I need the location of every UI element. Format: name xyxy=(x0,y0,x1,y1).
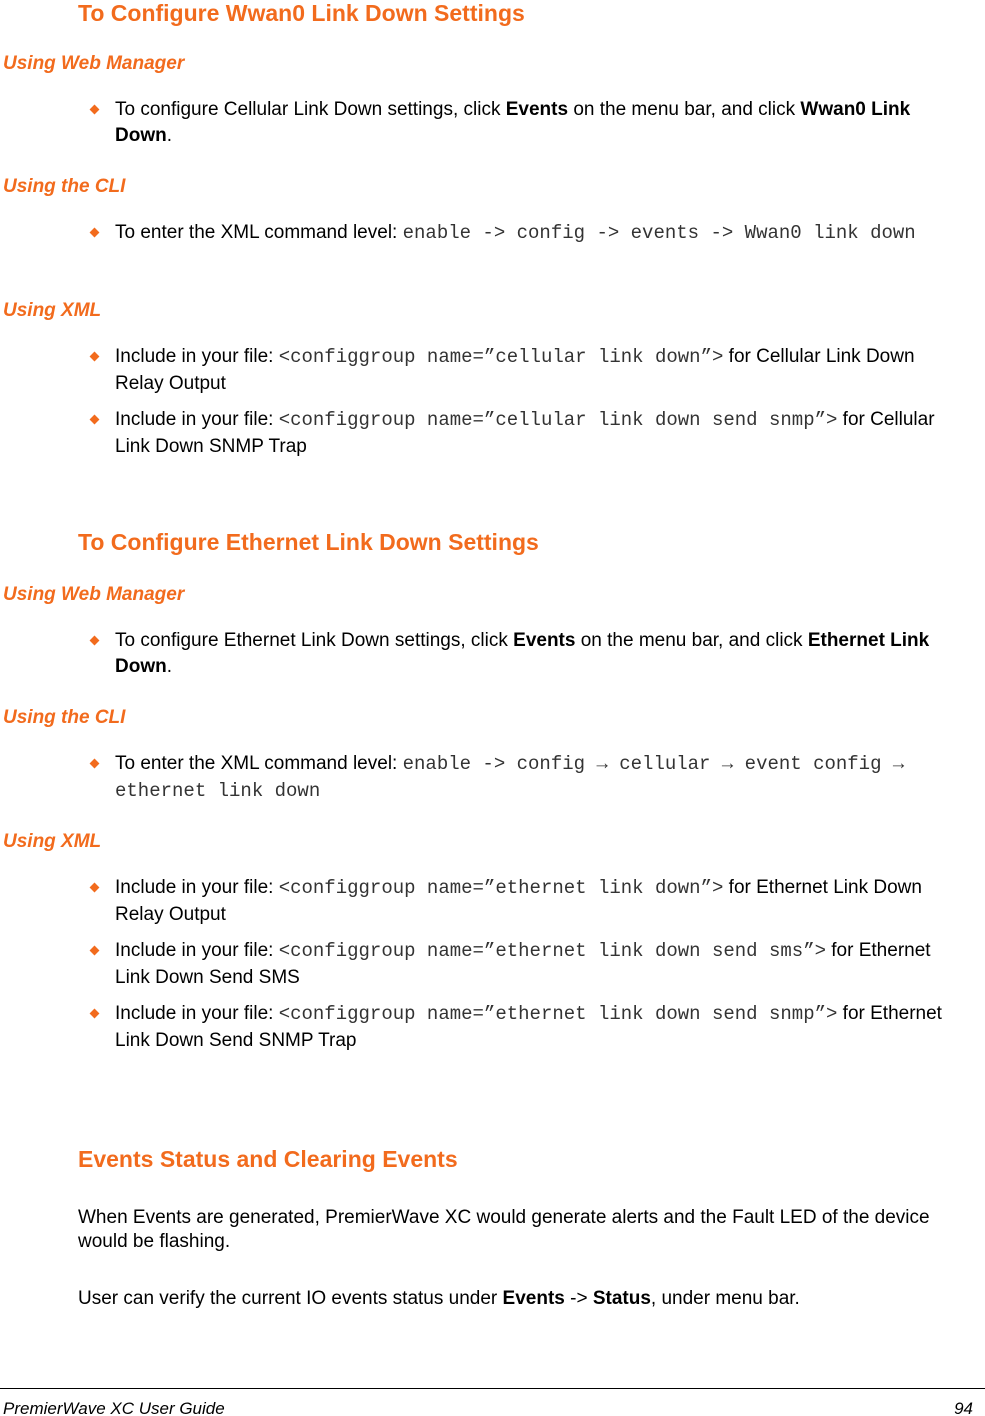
footer-divider xyxy=(0,1388,985,1389)
bullet-diamond-icon xyxy=(90,883,100,893)
list-item: Include in your file: <configgroup name=”cellular link down send snmp”> for Cellular Link Down SNMP Trap xyxy=(115,407,965,459)
list-item: To enter the XML command level: enable -> config → cellular → event config → ethernet link down xyxy=(115,751,965,804)
list-item: Include in your file: <configgroup name=”ethernet link down”> for Ethernet Link Down Relay Output xyxy=(115,875,965,927)
list-item: To configure Cellular Link Down settings, click Events on the menu bar, and click Wwan0 Link Down. xyxy=(115,97,965,148)
bullet-diamond-icon xyxy=(90,1009,100,1019)
list-item: Include in your file: <configgroup name=”ethernet link down send sms”> for Ethernet Link Down Send SMS xyxy=(115,938,965,990)
heading-web-manager: Using Web Manager xyxy=(3,584,185,605)
heading-cli: Using the CLI xyxy=(3,707,126,728)
list-item: Include in your file: <configgroup name=”cellular link down”> for Cellular Link Down Relay Output xyxy=(115,344,965,396)
bullet-diamond-icon xyxy=(90,415,100,425)
bullet-diamond-icon xyxy=(90,352,100,362)
paragraph-events-generated: When Events are generated, PremierWave XC would generate alerts and the Fault LED of the device would be flashing. xyxy=(78,1207,930,1252)
heading-web-manager: Using Web Manager xyxy=(3,53,185,74)
heading-xml: Using XML xyxy=(3,300,102,321)
footer-title: PremierWave XC User Guide xyxy=(3,1399,225,1416)
section-title-ethernet: To Configure Ethernet Link Down Settings xyxy=(78,529,539,555)
list-item: To configure Ethernet Link Down settings, click Events on the menu bar, and click Ethernet Link Down. xyxy=(115,628,965,679)
bullet-diamond-icon xyxy=(90,759,100,769)
bullet-diamond-icon xyxy=(90,946,100,956)
list-item: Include in your file: <configgroup name=”ethernet link down send snmp”> for Ethernet Link Down Send SNMP Trap xyxy=(115,1001,965,1053)
paragraph-verify-status: User can verify the current IO events status under Events -> Status, under menu bar. xyxy=(78,1288,800,1309)
heading-xml: Using XML xyxy=(3,831,102,852)
section-title-events-status: Events Status and Clearing Events xyxy=(78,1146,458,1172)
page-number: 94 xyxy=(954,1399,973,1416)
section-title-wwan0: To Configure Wwan0 Link Down Settings xyxy=(78,0,525,26)
bullet-diamond-icon xyxy=(90,228,100,238)
bullet-diamond-icon xyxy=(90,636,100,646)
list-item: To enter the XML command level: enable -> config -> events -> Wwan0 link down xyxy=(115,220,965,247)
heading-cli: Using the CLI xyxy=(3,176,126,197)
bullet-diamond-icon xyxy=(90,105,100,115)
